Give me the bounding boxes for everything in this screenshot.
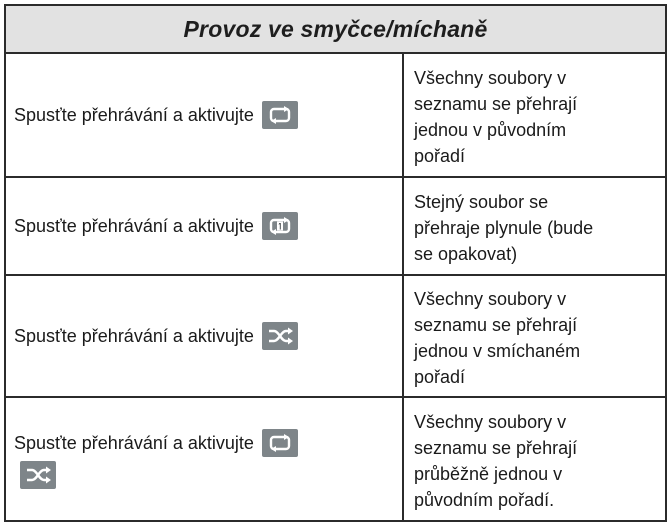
table-header — [6, 6, 665, 54]
shuffle-icon — [262, 322, 298, 350]
result-text — [414, 409, 634, 513]
action-cell — [6, 276, 404, 396]
result-cell — [404, 54, 665, 176]
result-cell — [404, 276, 665, 396]
action-cell — [6, 178, 404, 274]
table-row — [6, 276, 665, 398]
repeat-all-icon — [262, 101, 298, 129]
result-line: pořadí — [414, 367, 466, 387]
result-line: jednou v smíchaném — [414, 341, 581, 361]
shuffle-icon — [20, 461, 56, 489]
result-text — [414, 65, 634, 169]
result-cell — [404, 398, 665, 520]
result-line: Stejný soubor se — [414, 192, 549, 212]
action-cell — [6, 54, 404, 176]
result-text — [414, 286, 634, 390]
result-line: Všechny soubory v — [414, 289, 567, 309]
result-text — [414, 189, 634, 267]
action-line — [14, 101, 298, 129]
action-line — [14, 212, 298, 240]
result-line: jednou v původním — [414, 120, 567, 140]
action-line — [14, 429, 298, 457]
action-line — [14, 322, 298, 350]
result-line: Všechny soubory v — [414, 68, 567, 88]
result-line: přehraje plynule (bude — [414, 218, 594, 238]
loop-shuffle-table — [4, 4, 667, 522]
result-line: seznamu se přehrají — [414, 94, 578, 114]
result-line: pořadí — [414, 146, 466, 166]
table-row — [6, 398, 665, 520]
repeat-one-icon — [262, 212, 298, 240]
action-text: Spusťte přehrávání a aktivujte — [14, 433, 254, 453]
action-text: Spusťte přehrávání a aktivujte — [14, 105, 254, 125]
table-row — [6, 178, 665, 276]
table-title: Provoz ve smyčce/míchaně — [183, 15, 488, 42]
result-line: se opakovat) — [414, 244, 518, 264]
result-line: seznamu se přehrají — [414, 438, 578, 458]
repeat-all-icon — [262, 429, 298, 457]
table-row — [6, 54, 665, 178]
action-text: Spusťte přehrávání a aktivujte — [14, 216, 254, 236]
result-line: Všechny soubory v — [414, 412, 567, 432]
result-line: původním pořadí. — [414, 490, 555, 510]
action-text: Spusťte přehrávání a aktivujte — [14, 326, 254, 346]
result-line: seznamu se přehrají — [414, 315, 578, 335]
result-cell — [404, 178, 665, 274]
action-cell — [6, 398, 404, 520]
result-line: průběžně jednou v — [414, 464, 563, 484]
